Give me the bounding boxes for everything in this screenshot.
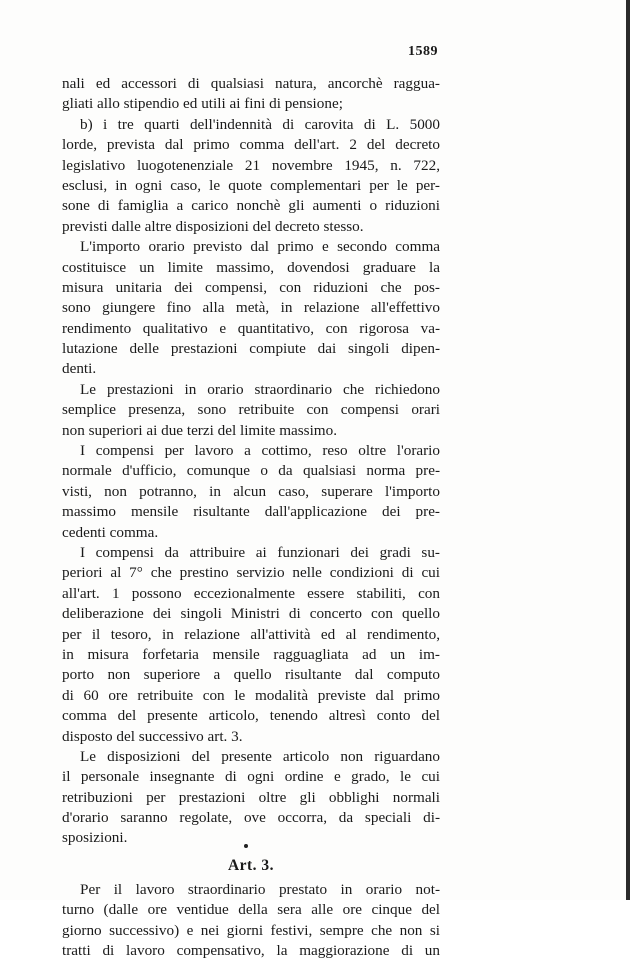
text-line: Per il lavoro straordinario prestato in orario not- [80,880,440,898]
text-line: gliati allo stipendio ed utili ai fini di pensione; [62,95,343,113]
article-heading: Art. 3. [227,856,275,874]
text-line: all'art. 1 possono eccezionalmente essere stabiliti, con [62,584,440,602]
text-line: sono giungere fino alla metà, in relazione all'effettivo [62,299,440,317]
text-line: normale d'ufficio, comunque o da qualsiasi norma pre- [62,462,440,480]
text-line: nali ed accessori di qualsiasi natura, ancorchè raggua- [62,75,440,92]
text-line: costituisce un limite massimo, dovendosi graduare la [62,258,440,276]
text-line: in misura forfetaria mensile ragguagliata ad un im- [62,645,440,663]
text-line: porto non superiore a quello risultante dal computo [62,666,440,684]
text-line: b) i tre quarti dell'indennità di carovita di L. 5000 [80,115,440,133]
text-line: non superiori ai due terzi del limite massimo. [62,421,337,439]
text-line: esclusi, in ogni caso, le quote complementari per le per- [62,176,440,194]
text-line: giorno successivo) e nei giorni festivi, sempre che non si [62,921,440,939]
text-line: retribuzioni per prestazioni oltre gli obblighi normali [62,788,440,806]
text-line: cedenti comma. [62,523,159,541]
text-line: previsti dalle altre disposizioni del decreto stesso. [62,217,364,235]
text-line: Le disposizioni del presente articolo non riguardano [80,747,440,765]
text-line: per il tesoro, in relazione all'attività ed al rendimento, [62,625,440,643]
body-text [62,74,440,961]
page-mark [244,844,248,848]
text-line: massimo mensile risultante dall'applicazione dei pre- [62,503,440,521]
text-line: tratti di lavoro compensativo, la maggiorazione di un [62,942,440,960]
text-line: denti. [62,360,97,378]
page-number: 1589 [408,44,438,59]
text-line: di 60 ore retribuite con le modalità previste dal primo [62,686,440,704]
text-line: Le prestazioni in orario straordinario che richiedono [80,380,440,398]
text-line: I compensi da attribuire ai funzionari dei gradi su- [80,543,440,561]
text-line: sposizioni. [62,829,128,847]
text-line: rendimento qualitativo e quantitativo, con rigorosa va- [62,319,440,337]
text-line: il personale insegnante di ogni ordine e grado, le cui [62,768,440,786]
text-line: disposto del successivo art. 3. [62,727,243,745]
text-line: visti, non potranno, in alcun caso, superare l'importo [62,482,440,500]
text-line: legislativo luogotenenziale 21 novembre 1945, n. 722, [62,156,440,174]
text-line: comma del presente articolo, tenendo altresì conto del [62,707,440,725]
text-line: d'orario saranno regolate, ove occorra, da speciali di- [62,809,440,827]
text-line: turno (dalle ore ventidue della sera alle ore cinque del [62,901,440,919]
text-line: misura unitaria dei compensi, con riduzioni che pos- [62,278,440,296]
text-line: lutazione delle prestazioni compiute dai singoli dipen- [62,340,440,358]
text-line: I compensi per lavoro a cottimo, reso oltre l'orario [80,442,440,460]
scan-edge [626,0,630,900]
text-line: lorde, prevista dal primo comma dell'art. 2 del decreto [62,136,440,154]
text-line: sone di famiglia a carico nonchè gli aumenti o riduzioni [62,197,440,215]
text-line: periori al 7° che prestino servizio nelle condizioni di cui [62,564,440,582]
text-line: deliberazione dei singoli Ministri di concerto con quello [62,605,440,623]
text-line: semplice presenza, sono retribuite con compensi orari [62,401,440,419]
text-line: L'importo orario previsto dal primo e secondo comma [80,238,440,256]
